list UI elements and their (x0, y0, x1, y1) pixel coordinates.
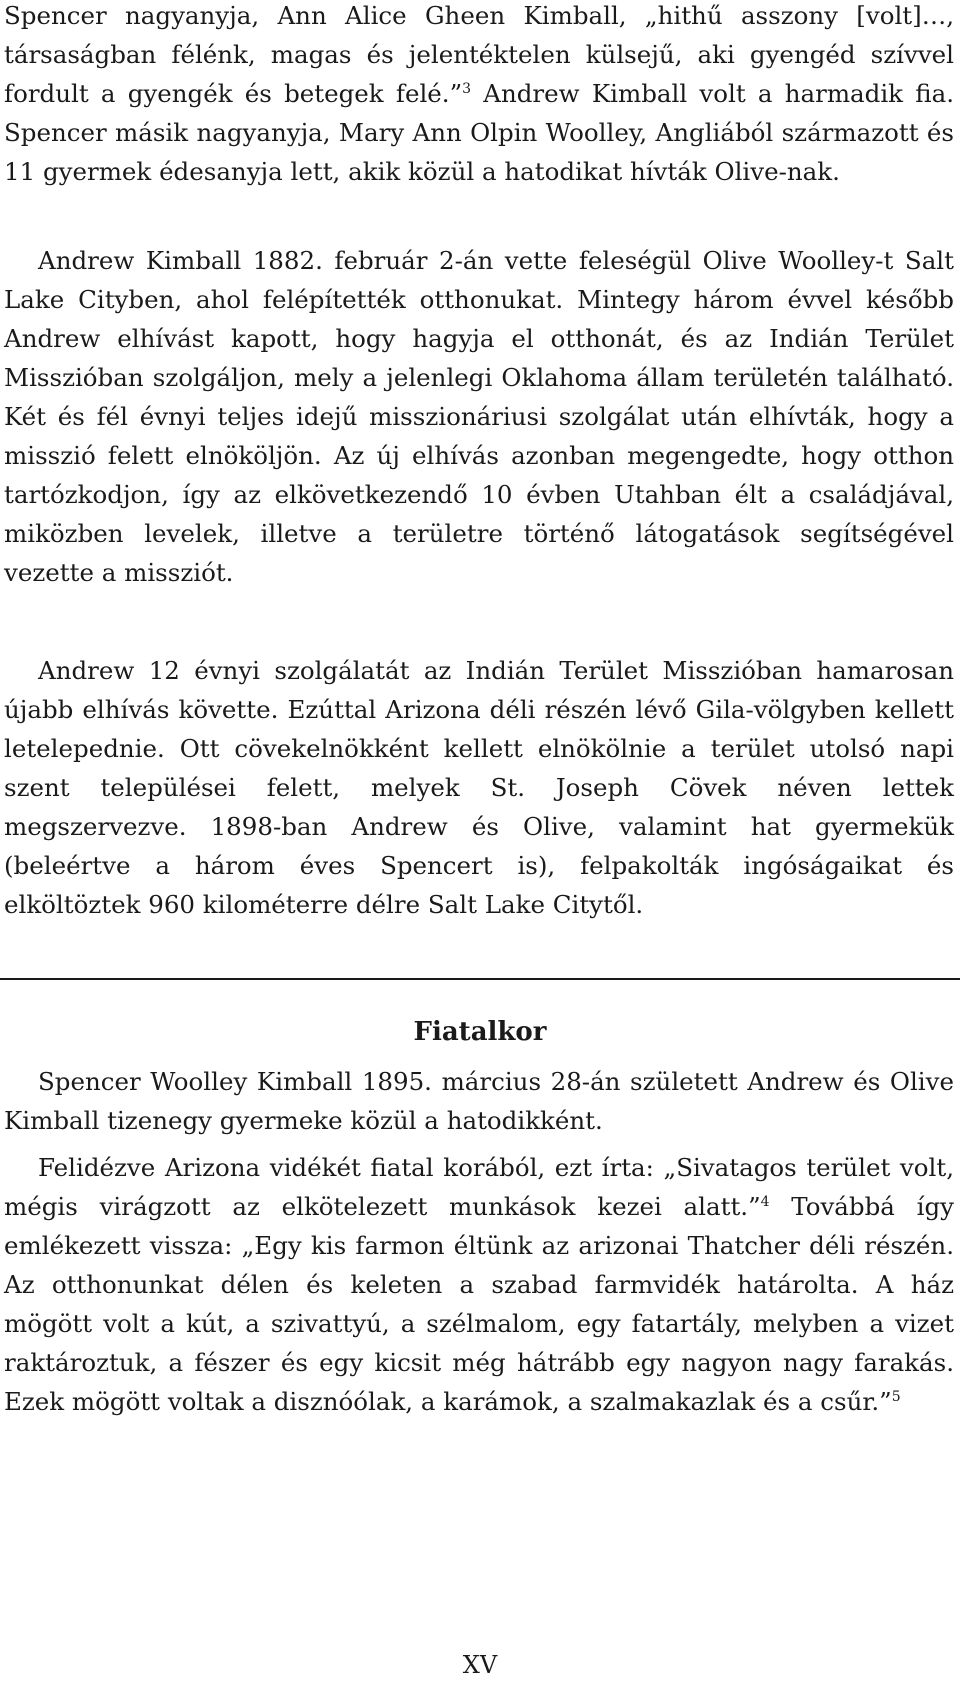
paragraph-marriage-mission (4, 241, 954, 592)
paragraph-text: Spencer Woolley Kimball 1895. március 28-án született Andrew és Olive Kimball tizenegy gyermeke közül a hatodikként. (4, 1067, 954, 1135)
paragraph-text: Spencer nagyanyja, Ann Alice Gheen Kimball, „hithű asszony [volt]…, társaságban félénk, magas és jelentéktelen külsejű, aki gyengéd szívvel fordult a gyengék és betegek felé.” (4, 1, 954, 108)
paragraph-birth (4, 1062, 954, 1140)
paragraph-text: Felidézve Arizona vidékét fiatal korából, ezt írta: „Sivatagos terület volt, mégis virágzott az elkötelezett munkások kezei alatt.” (4, 1153, 954, 1221)
footnote-ref-4[interactable]: 4 (760, 1194, 770, 1210)
section-heading: Fiatalkor (413, 1017, 547, 1047)
footnote-ref-3[interactable]: 3 (462, 81, 472, 97)
paragraph-arizona-move (4, 651, 954, 924)
page-number: XV (462, 1651, 498, 1679)
paragraph-text-tail: Továbbá így emlékezett vissza: „Egy kis farmon éltünk az arizonai Thatcher déli részén. Az otthonunkat délen és keleten a szabad farmvidék határolta. A ház mögött volt a kút, a szivattyú, a szélmalom, egy fatartály, melyben a vizet raktároztuk, a fészer és egy kicsit még hátrább egy nagyon nagy farakás. Ezek mögött voltak a disznóólak, a karámok, a szalmakazlak és a csűr.” (4, 1192, 954, 1416)
footnote-ref-5[interactable]: 5 (891, 1389, 901, 1405)
paragraph-text-tail: Andrew Kimball volt a harmadik fia. Spencer másik nagyanyja, Mary Ann Olpin Woolley, Angliából származott és 11 gyermek édesanyja lett, akik közül a hatodikat hívták Olive-nak. (4, 79, 954, 186)
section-divider (0, 978, 960, 980)
paragraph-grandmothers (4, 0, 954, 191)
paragraph-text: Andrew 12 évnyi szolgálatát az Indián Terület Misszióban hamarosan újabb elhívás követte. Ezúttal Arizona déli részén lévő Gila-völgyben kellett letelepednie. Ott cövekelnökként kellett elnökölnie a terület utolsó napi szent települései felett, melyek St. Joseph Cövek néven lettek megszervezve. 1898-ban Andrew és Olive, valamint hat gyermekük (beleértve a három éves Spencert is), felpakolták ingóságaikat és elköltöztek 960 kilométerre délre Salt Lake Citytől. (4, 656, 954, 919)
paragraph-text: Andrew Kimball 1882. február 2-án vette feleségül Olive Woolley-t Salt Lake Cityben, ahol felépítették otthonukat. Mintegy három évvel később Andrew elhívást kapott, hogy hagyja el otthonát, és az Indián Terület Misszióban szolgáljon, mely a jelenlegi Oklahoma állam területén található. Két és fél évnyi teljes idejű misszionáriusi szolgálat után elhívták, hogy a misszió felett elnököljön. Az új elhívás azonban megengedte, hogy otthon tartózkodjon, így az elkövetkezendő 10 évben Utahban élt a családjával, miközben levelek, illetve a területre történő látogatások segítségével vezette a missziót. (4, 246, 954, 587)
paragraph-arizona-memories (4, 1148, 954, 1421)
